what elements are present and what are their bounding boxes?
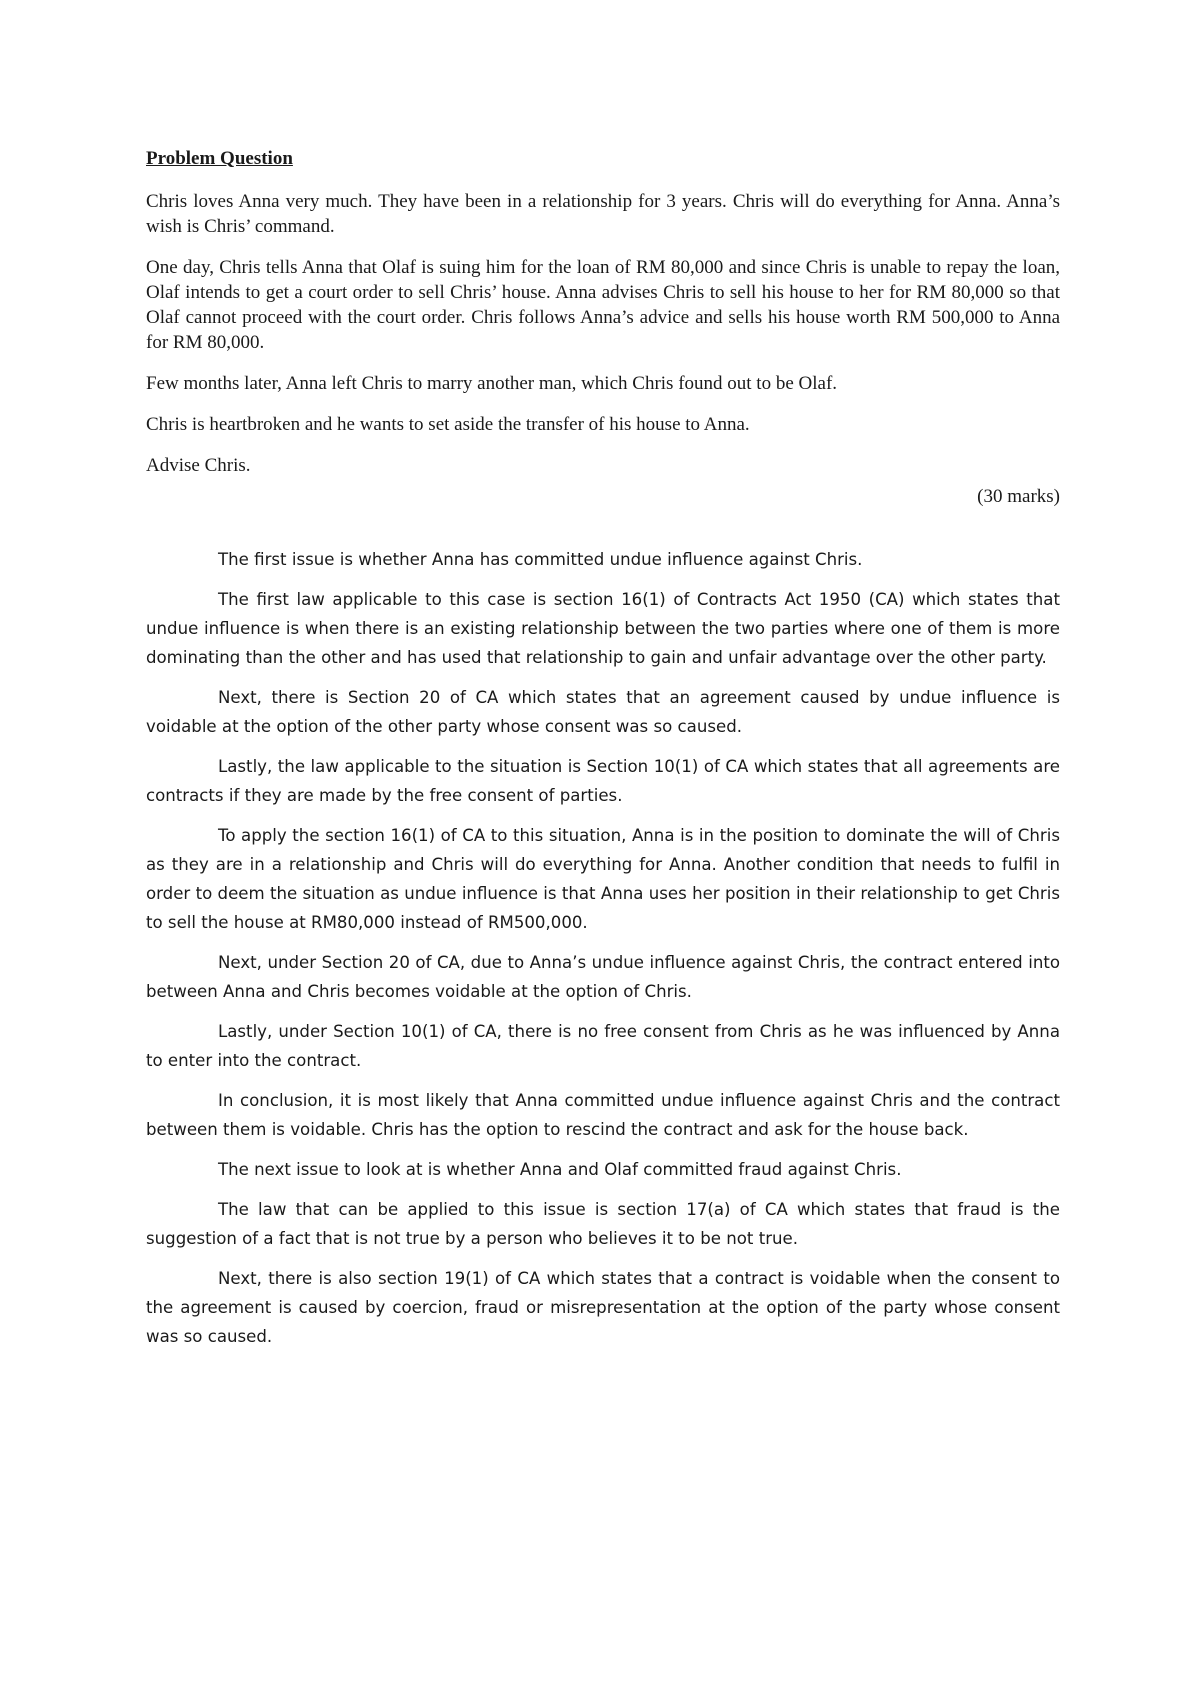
answer-paragraph: Lastly, the law applicable to the situation is Section 10(1) of CA which states that all agreements are contracts if they are made by the free consent of parties. (146, 757, 1060, 805)
answer-paragraph: To apply the section 16(1) of CA to this situation, Anna is in the position to dominate the will of Chris as they are in a relationship and Chris will do everything for Anna. Another condition that needs to fulfil in order to deem the situation as undue influence is that Anna uses her position in their relationship to get Chris to sell the house at RM80,000 instead of RM500,000. (146, 826, 1060, 932)
problem-paragraph: Few months later, Anna left Chris to marry another man, which Chris found out to be Olaf. (146, 373, 838, 394)
problem-paragraph: One day, Chris tells Anna that Olaf is suing him for the loan of RM 80,000 and since Chris is unable to repay the loan, Olaf intends to get a court order to sell Chris’ house. Anna advises Chris to sell his house to her for RM 80,000 so that Olaf cannot proceed with the court order. Chris follows Anna’s advice and sells his house worth RM 500,000 to Anna for RM 80,000. (146, 257, 1060, 353)
answer-paragraph: Lastly, under Section 10(1) of CA, there is no free consent from Chris as he was influenced by Anna to enter into the contract. (146, 1022, 1060, 1070)
problem-paragraph: Chris is heartbroken and he wants to set aside the transfer of his house to Anna. (146, 414, 750, 435)
problem-question-section (146, 146, 1060, 509)
answer-paragraph: The first law applicable to this case is section 16(1) of Contracts Act 1950 (CA) which states that undue influence is when there is an existing relationship between the two parties where one of them is more dominating than the other and has used that relationship to gain and unfair advantage over the other party. (146, 590, 1060, 667)
answer-paragraph: Next, under Section 20 of CA, due to Anna’s undue influence against Chris, the contract entered into between Anna and Chris becomes voidable at the option of Chris. (146, 953, 1060, 1001)
problem-paragraph: Chris loves Anna very much. They have been in a relationship for 3 years. Chris will do everything for Anna. Anna’s wish is Chris’ command. (146, 191, 1060, 237)
answer-paragraph: Next, there is Section 20 of CA which states that an agreement caused by undue influence is voidable at the option of the other party whose consent was so caused. (146, 688, 1060, 736)
answer-section (146, 545, 1060, 1351)
problem-paragraph: Advise Chris. (146, 455, 251, 476)
answer-paragraph: Next, there is also section 19(1) of CA which states that a contract is voidable when the consent to the agreement is caused by coercion, fraud or misrepresentation at the option of the party whose consent was so caused. (146, 1269, 1060, 1346)
answer-paragraph: The law that can be applied to this issue is section 17(a) of CA which states that fraud is the suggestion of a fact that is not true by a person who believes it to be not true. (146, 1200, 1060, 1248)
answer-paragraph: The first issue is whether Anna has committed undue influence against Chris. (218, 550, 863, 569)
marks-label: (30 marks) (977, 486, 1060, 507)
answer-paragraph: In conclusion, it is most likely that Anna committed undue influence against Chris and the contract between them is voidable. Chris has the option to rescind the contract and ask for the house back. (146, 1091, 1060, 1139)
problem-title: Problem Question (146, 148, 293, 169)
answer-paragraph: The next issue to look at is whether Anna and Olaf committed fraud against Chris. (218, 1160, 902, 1179)
